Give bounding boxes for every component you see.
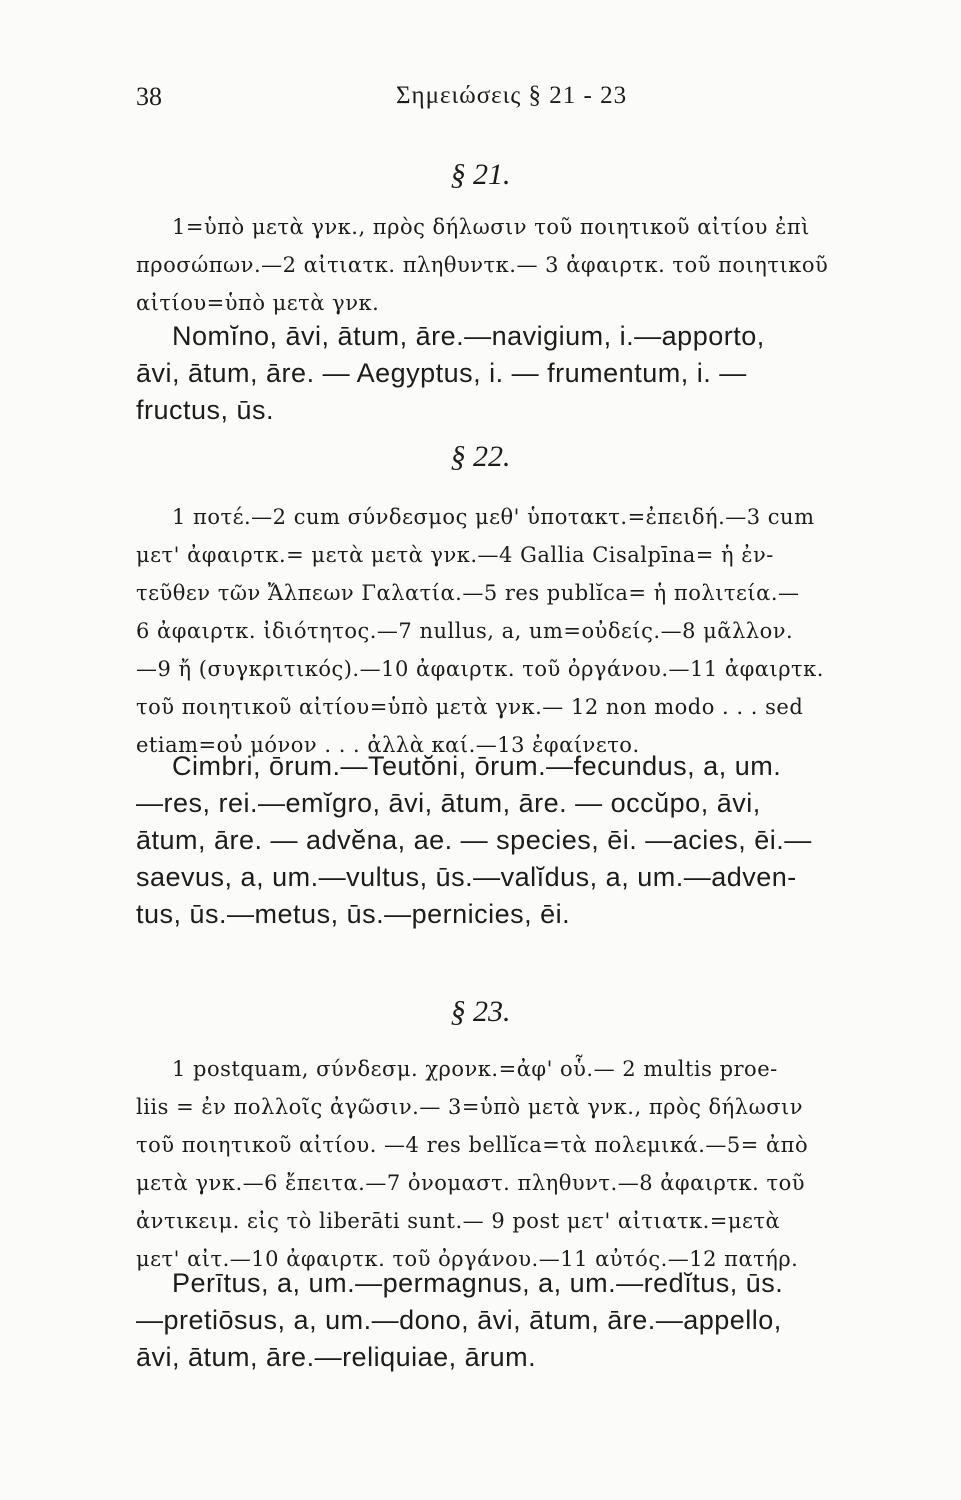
section-21-notes — [136, 208, 926, 322]
section-23-notes — [136, 1050, 926, 1278]
note-line: τεῦθεν τῶν Ἄλπεων Γαλατία.—5 res publĭca= ἡ πολιτεία.— — [136, 581, 800, 605]
vocab-line: ātum, āre. — advĕna, ae. — species, ēi. —acies, ēi.— — [136, 825, 812, 855]
section-22-notes — [136, 498, 926, 764]
note-line: 1 postquam, σύνδεσμ. χρονκ.=ἀφ' οὗ.— 2 multis proe- — [172, 1057, 778, 1081]
vocab-line: Perītus, a, um.—permagnus, a, um.—redĭtus, ūs. — [172, 1268, 784, 1298]
section-22-vocabulary — [136, 748, 926, 933]
section-heading-21: § 21. — [450, 158, 511, 191]
section-heading-23: § 23. — [450, 995, 511, 1028]
note-line: —9 ἤ (συγκριτικός).—10 ἀφαιρτκ. τοῦ ὀργάνου.—11 ἀφαιρτκ. — [136, 657, 824, 681]
vocab-line: Nomĭno, āvi, ātum, āre.—navigium, i.—apporto, — [172, 321, 765, 351]
vocab-line: tus, ūs.—metus, ūs.—pernicies, ēi. — [136, 899, 571, 929]
section-heading-22: § 22. — [450, 440, 511, 473]
page-number: 38 — [136, 82, 162, 111]
note-line: μετὰ γνκ.—6 ἔπειτα.—7 ὀνομαστ. πληθυντ.—8 ἀφαιρτκ. τοῦ — [136, 1171, 805, 1195]
vocab-line: saevus, a, um.—vultus, ūs.—valĭdus, a, um.—adven- — [136, 862, 797, 892]
note-line: μετ' ἀφαιρτκ.= μετὰ μετὰ γνκ.—4 Gallia Cisalpīna= ἡ ἐν- — [136, 543, 774, 567]
note-line: προσώπων.—2 αἰτιατκ. πληθυντκ.— 3 ἀφαιρτκ. τοῦ ποιητικοῦ — [136, 253, 829, 277]
vocab-line: —pretiōsus, a, um.—dono, āvi, ātum, āre.—appello, — [136, 1305, 782, 1335]
note-line: τοῦ ποιητικοῦ αἰτίου. —4 res bellĭca=τὰ πολεμικά.—5= ἀπὸ — [136, 1133, 809, 1157]
running-title: Σημειώσεις § 21 - 23 — [396, 82, 628, 109]
section-21-vocabulary — [136, 318, 926, 429]
note-line: etiam=οὐ μόνον . . . ἀλλὰ καί.—13 ἐφαίνετο. — [136, 733, 640, 757]
note-line: 1 ποτέ.—2 cum σύνδεσμος μεθ' ὑποτακτ.=ἐπειδή.—3 cum — [172, 505, 815, 529]
note-line: ἀντικειμ. εἰς τὸ liberāti sunt.— 9 post μετ' αἰτιατκ.=μετὰ — [136, 1209, 781, 1233]
note-line: 1=ὑπὸ μετὰ γνκ., πρὸς δήλωσιν τοῦ ποιητικοῦ αἰτίου ἐπὶ — [172, 215, 810, 239]
page-header — [136, 82, 926, 122]
vocab-line: fructus, ūs. — [136, 395, 275, 425]
section-23-vocabulary — [136, 1265, 926, 1376]
vocab-line: —res, rei.—emĭgro, āvi, ātum, āre. — occŭpo, āvi, — [136, 788, 761, 818]
note-line: liis = ἐν πολλοῖς ἀγῶσιν.— 3=ὑπὸ μετὰ γνκ., πρὸς δήλωσιν — [136, 1095, 804, 1119]
vocab-line: Cimbri, ōrum.—Teutŏni, ōrum.—fecundus, a, um. — [172, 751, 782, 781]
note-line: αἰτίου=ὑπὸ μετὰ γνκ. — [136, 291, 380, 315]
note-line: μετ' αἰτ.—10 ἀφαιρτκ. τοῦ ὀργάνου.—11 αὐτός.—12 πατήρ. — [136, 1247, 799, 1271]
vocab-line: āvi, ātum, āre.—reliquiae, ārum. — [136, 1342, 537, 1372]
note-line: τοῦ ποιητικοῦ αἰτίου=ὑπὸ μετὰ γνκ.— 12 non modo . . . sed — [136, 695, 804, 719]
vocab-line: āvi, ātum, āre. — Aegyptus, i. — frumentum, i. — — [136, 358, 747, 388]
note-line: 6 ἀφαιρτκ. ἰδιότητος.—7 nullus, a, um=οὐδείς.—8 μᾶλλον. — [136, 619, 794, 643]
